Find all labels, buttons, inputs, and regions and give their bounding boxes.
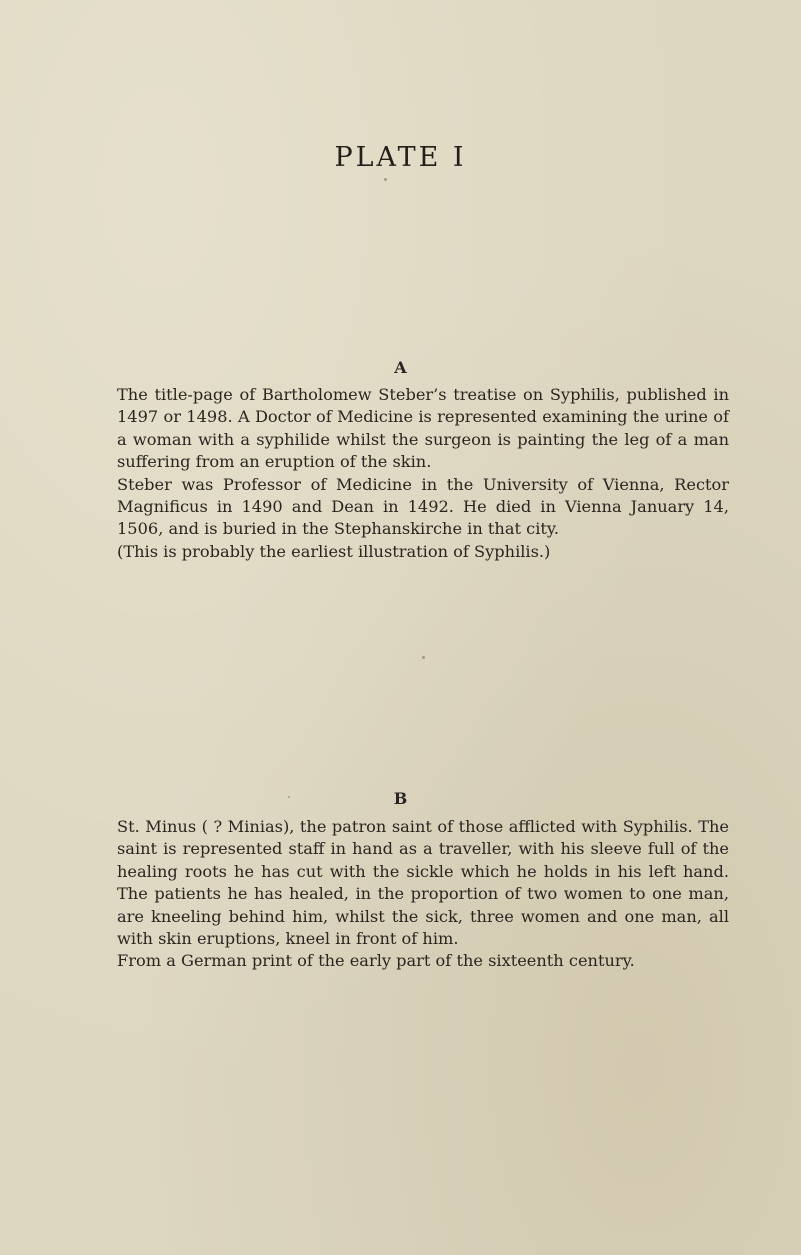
paper-speck xyxy=(384,178,387,181)
section-a-paragraph-3: (This is probably the earliest illustration of Syphilis.) xyxy=(117,541,551,561)
section-a-heading: A xyxy=(394,358,407,377)
section-a-paragraph-2: Steber was Professor of Medicine in the University of Vienna, Rector Magnificus in 1490 and Dean in 1492. He died in Vienna January 14, 1506, and is buried in the Stephanskirche in that city. xyxy=(117,474,729,539)
plate-title: PLATE I xyxy=(334,142,467,173)
section-b-paragraph-2: From a German print of the early part of the sixteenth century. xyxy=(117,951,635,971)
section-b-heading: B xyxy=(393,789,408,808)
section-a-text xyxy=(117,384,729,563)
paper-speck xyxy=(288,796,290,798)
paper-speck xyxy=(422,656,425,659)
section-b-paragraph-1: St. Minus ( ? Minias), the patron saint of those afflicted with Syphilis. The saint is represented staff in hand as a traveller, with his sleeve full of the healing roots he has cut with the sickle which he holds in his left hand. The patients he has healed, in the proportion of two women to one man, are kneeling behind him, whilst the sick, three women and one man, all with skin eruptions, kneel in front of him. xyxy=(117,817,729,949)
section-a-paragraph-1: The title-page of Bartholomew Steber’s treatise on Syphilis, published in 1497 or 1498. A Doctor of Medicine is represented examining the urine of a woman with a syphilide whilst the surgeon is painting the leg of a man suffering from an eruption of the skin. xyxy=(117,385,729,472)
section-b-text xyxy=(117,816,729,973)
